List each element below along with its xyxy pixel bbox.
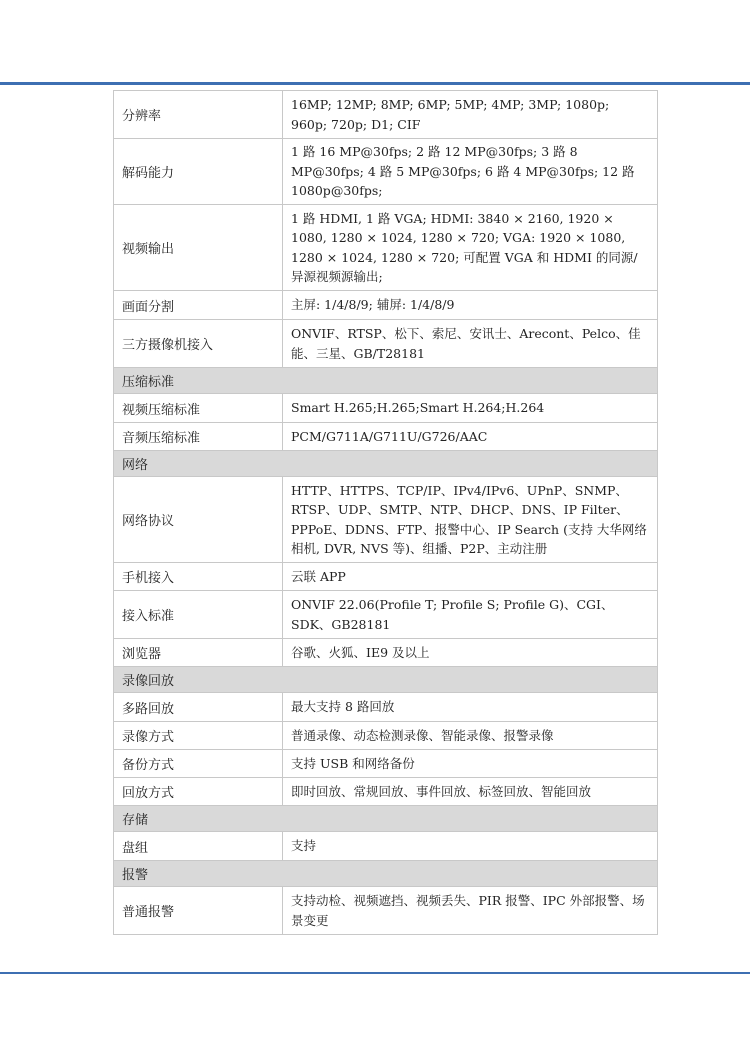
spec-row [114,563,658,591]
spec-value: HTTP、HTTPS、TCP/IP、IPv4/IPv6、UPnP、SNMP、RTSP、UDP、SMTP、NTP、DHCP、DNS、IP Filter、PPPoE、DDNS、FTP、报警中心、IP Search (支持 大华网络相机, DVR, NVS 等)、组播、P2P、主动注册 [283,477,658,563]
spec-row [114,750,658,778]
spec-row [114,423,658,451]
spec-value: Smart H.265;H.265;Smart H.264;H.264 [283,394,658,423]
spec-value: 云联 APP [283,563,658,591]
spec-row [114,639,658,667]
section-header-row [114,861,658,887]
section-header-row [114,451,658,477]
spec-key: 手机接入 [114,563,283,591]
section-title: 压缩标准 [114,368,658,394]
spec-key: 盘组 [114,832,283,861]
spec-row [114,205,658,291]
section-title: 存储 [114,806,658,832]
spec-row [114,291,658,320]
spec-row [114,722,658,750]
spec-key: 视频输出 [114,205,283,291]
spec-value: ONVIF、RTSP、松下、索尼、安讯士、Arecont、Pelco、佳能、三星、GB/T28181 [283,320,658,368]
spec-value: 支持 USB 和网络备份 [283,750,658,778]
spec-value: 支持 [283,832,658,861]
section-header-row [114,806,658,832]
spec-key: 普通报警 [114,887,283,935]
spec-row [114,320,658,368]
spec-table [113,90,658,935]
spec-value: ONVIF 22.06(Profile T; Profile S; Profile G)、CGI、SDK、GB28181 [283,591,658,639]
spec-value: 即时回放、常规回放、事件回放、标签回放、智能回放 [283,778,658,806]
spec-row [114,778,658,806]
spec-row [114,591,658,639]
spec-key: 画面分割 [114,291,283,320]
spec-value: 1 路 HDMI, 1 路 VGA; HDMI: 3840 × 2160, 1920 × 1080, 1280 × 1024, 1280 × 720; VGA: 1920 × 1080, 1280 × 1024, 1280 × 720; 可配置 VGA 和 HDMI 的同源/异源视频源输出; [283,205,658,291]
footer-rule [0,972,750,974]
section-title: 报警 [114,861,658,887]
header-rule [0,82,750,85]
spec-key: 录像方式 [114,722,283,750]
spec-row [114,832,658,861]
spec-row [114,394,658,423]
spec-value: PCM/G711A/G711U/G726/AAC [283,423,658,451]
spec-key: 音频压缩标准 [114,423,283,451]
spec-row [114,139,658,205]
spec-key: 视频压缩标准 [114,394,283,423]
spec-row [114,477,658,563]
spec-value: 最大支持 8 路回放 [283,693,658,722]
spec-key: 备份方式 [114,750,283,778]
spec-key: 三方摄像机接入 [114,320,283,368]
spec-key: 浏览器 [114,639,283,667]
spec-value: 支持动检、视频遮挡、视频丢失、PIR 报警、IPC 外部报警、场景变更 [283,887,658,935]
section-header-row [114,368,658,394]
spec-key: 回放方式 [114,778,283,806]
section-title: 网络 [114,451,658,477]
spec-key: 多路回放 [114,693,283,722]
section-title: 录像回放 [114,667,658,693]
spec-key: 接入标准 [114,591,283,639]
spec-row [114,887,658,935]
spec-value: 1 路 16 MP@30fps; 2 路 12 MP@30fps; 3 路 8 MP@30fps; 4 路 5 MP@30fps; 6 路 4 MP@30fps; 12 路 1080p@30fps; [283,139,658,205]
spec-key: 分辨率 [114,91,283,139]
spec-key: 网络协议 [114,477,283,563]
spec-value: 16MP; 12MP; 8MP; 6MP; 5MP; 4MP; 3MP; 1080p; 960p; 720p; D1; CIF [283,91,658,139]
section-header-row [114,667,658,693]
spec-row [114,693,658,722]
spec-value: 主屏: 1/4/8/9; 辅屏: 1/4/8/9 [283,291,658,320]
spec-value: 普通录像、动态检测录像、智能录像、报警录像 [283,722,658,750]
spec-row [114,91,658,139]
spec-key: 解码能力 [114,139,283,205]
spec-value: 谷歌、火狐、IE9 及以上 [283,639,658,667]
